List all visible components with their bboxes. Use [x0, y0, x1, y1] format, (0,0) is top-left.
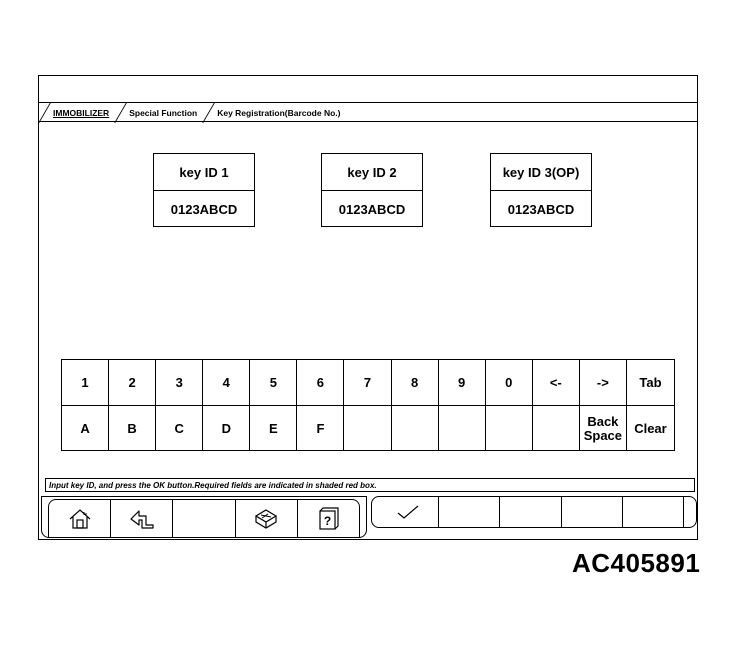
keypad-key[interactable]: A: [62, 406, 109, 451]
keypad-key[interactable]: 6: [297, 360, 344, 406]
keypad-key[interactable]: [344, 406, 391, 451]
figure-code: AC405891: [572, 548, 701, 578]
bottom-left-button-bar: [41, 496, 367, 538]
breadcrumb-label: Special Function: [129, 107, 198, 118]
breadcrumb-item-key-registration: [203, 104, 346, 121]
keypad-key[interactable]: Clear: [634, 420, 667, 436]
help-icon: [317, 507, 339, 531]
keypad-key[interactable]: ->: [580, 360, 627, 406]
keypad-key[interactable]: B: [109, 406, 156, 451]
keypad-key[interactable]: Back Space: [580, 406, 627, 451]
breadcrumb-item-immobilizer[interactable]: [39, 104, 115, 121]
keypad-key[interactable]: [486, 406, 533, 451]
help-button[interactable]: [298, 500, 359, 537]
home-icon: [67, 507, 93, 531]
up-arrow-icon: [128, 507, 156, 531]
function-button-3[interactable]: [500, 497, 561, 527]
keypad-key[interactable]: D: [203, 406, 250, 451]
data-button[interactable]: [236, 500, 298, 537]
function-button-4[interactable]: [562, 497, 623, 527]
blank-button[interactable]: [173, 500, 235, 537]
breadcrumb-item-special-function[interactable]: [115, 104, 203, 121]
keypad-key[interactable]: Tab: [627, 360, 674, 406]
breadcrumb-label: IMMOBILIZER: [53, 107, 110, 118]
home-button[interactable]: [49, 500, 111, 537]
title-bar: [39, 76, 697, 103]
keypad-key[interactable]: [439, 406, 486, 451]
key-id-value[interactable]: 0123ABCD: [507, 201, 575, 217]
breadcrumb-separator: [203, 104, 215, 122]
key-id-1-box[interactable]: [153, 153, 255, 227]
app-screen: [38, 75, 698, 540]
keypad-key[interactable]: C: [156, 406, 203, 451]
bottom-right-button-bar: [371, 496, 697, 528]
keypad-key[interactable]: E: [250, 406, 297, 451]
keypad-key[interactable]: 4: [203, 360, 250, 406]
on-screen-keypad: [61, 359, 675, 451]
keypad-key[interactable]: <-: [533, 360, 580, 406]
breadcrumb-label: Key Registration(Barcode No.): [217, 107, 341, 118]
keypad-key[interactable]: 7: [344, 360, 391, 406]
function-button-5[interactable]: [623, 497, 684, 527]
function-button-2[interactable]: [439, 497, 500, 527]
ok-button[interactable]: [378, 497, 439, 527]
data-icon: [253, 507, 279, 531]
key-id-3-box[interactable]: [490, 153, 592, 227]
key-id-label: key ID 3(OP): [491, 154, 591, 191]
svg-text:?: ?: [324, 513, 332, 528]
keypad-key[interactable]: 9: [439, 360, 486, 406]
keypad-key[interactable]: 8: [392, 360, 439, 406]
keypad-key[interactable]: 5: [250, 360, 297, 406]
back-button[interactable]: [111, 500, 173, 537]
keypad-key[interactable]: 2: [109, 360, 156, 406]
breadcrumb-separator: [39, 104, 51, 122]
check-icon: [395, 503, 421, 521]
keypad-key[interactable]: 1: [62, 360, 109, 406]
key-id-value[interactable]: 0123ABCD: [170, 201, 238, 217]
status-message: Input key ID, and press the OK button.Required fields are indicated in shaded red box.: [45, 478, 695, 492]
key-id-label: key ID 1: [154, 154, 254, 191]
key-id-2-box[interactable]: [321, 153, 423, 227]
breadcrumb-separator: [115, 104, 127, 122]
key-id-value[interactable]: 0123ABCD: [338, 201, 406, 217]
keypad-key[interactable]: 0: [486, 360, 533, 406]
keypad-key[interactable]: 3: [156, 360, 203, 406]
key-id-label: key ID 2: [322, 154, 422, 191]
breadcrumb: [39, 104, 697, 122]
keypad-key[interactable]: [392, 406, 439, 451]
keypad-key[interactable]: F: [297, 406, 344, 451]
keypad-key[interactable]: [533, 406, 580, 451]
